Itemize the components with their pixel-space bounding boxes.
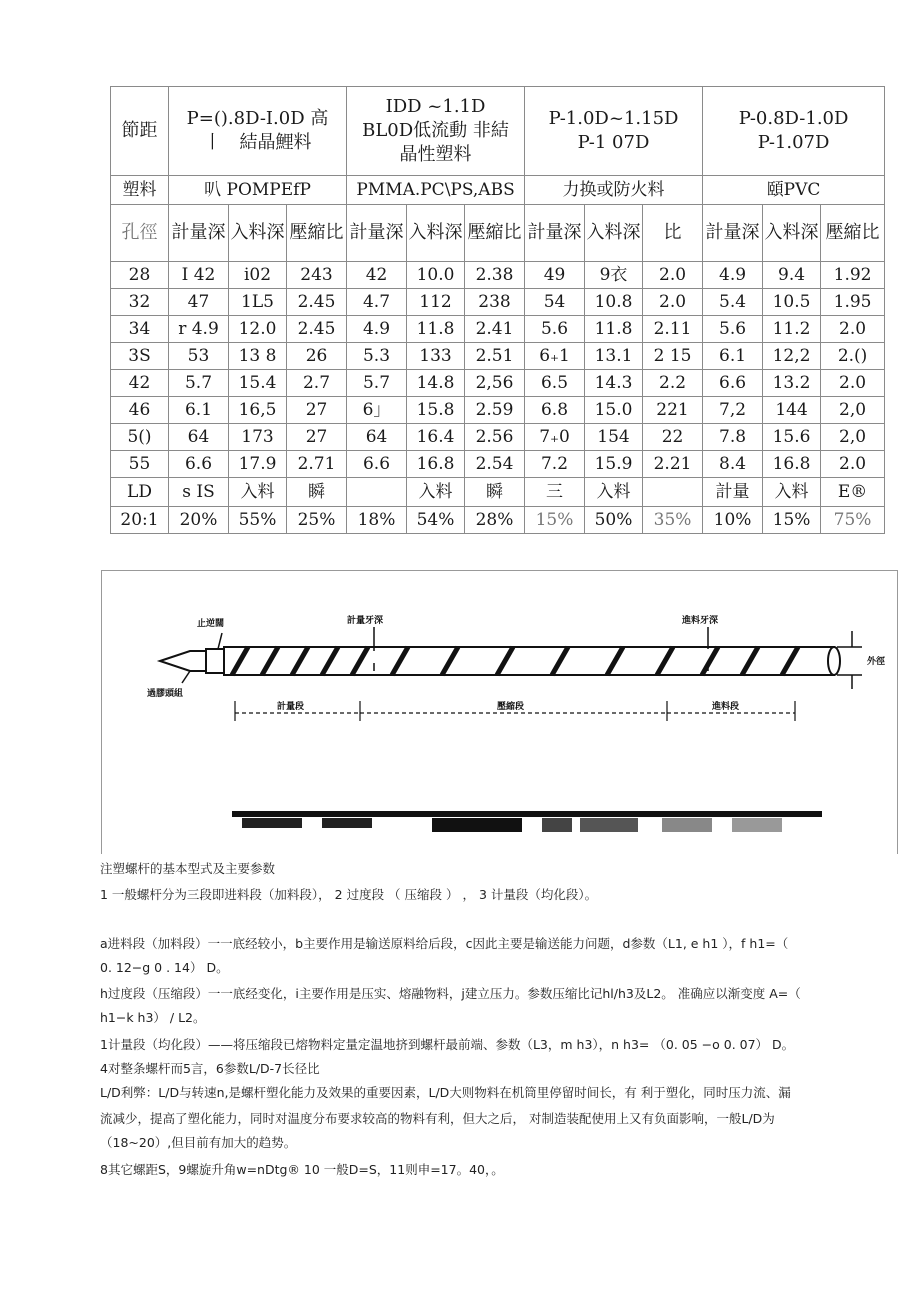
numeric-rows — [111, 262, 885, 478]
table-row — [111, 316, 885, 343]
table-cell: 49 — [525, 262, 585, 289]
percent-cell: 10% — [703, 507, 763, 534]
table-cell: 2 15 — [643, 343, 703, 370]
pitch-col1 — [169, 87, 347, 176]
text-line-9: 流减少，提高了塑化能力，同时对温度分布要求较高的物料有利，但大之后， 对制造装配使用上又有负面影响，一般L/D为 — [100, 1111, 775, 1126]
percent-cell: 20:1 — [111, 507, 169, 534]
table-cell: 15.4 — [229, 370, 287, 397]
pitch-col2 — [347, 87, 525, 176]
table-cell: 22 — [643, 424, 703, 451]
table-cell: 53 — [169, 343, 229, 370]
table-cell: 9衣 — [585, 262, 643, 289]
table-cell: 5.7 — [347, 370, 407, 397]
table-cell: 6.1 — [703, 343, 763, 370]
section-title: 注塑螺杆的基本型式及主要参数 — [100, 861, 276, 876]
table-cell: 27 — [287, 397, 347, 424]
pitch-col2-line3: 晶性塑料 — [399, 144, 472, 165]
pitch-col1-line2: 丨 結晶鯉料 — [203, 132, 312, 153]
table-cell: 2.56 — [465, 424, 525, 451]
text-line-4: h过度段（压缩段）一一底经变化，i主要作用是压实、熔融物料，j建立压力。参数压缩比记hl/h3及L2。 准确应以渐变度 A=（ — [100, 986, 801, 1001]
table-cell: 5.6 — [703, 316, 763, 343]
pitch-col2-line1: IDD ~1.1D — [385, 96, 486, 117]
table-cell: 4.7 — [347, 289, 407, 316]
table-cell: 6.5 — [525, 370, 585, 397]
table-cell: 7₊0 — [525, 424, 585, 451]
table-cell: 47 — [169, 289, 229, 316]
percent-cell: 75% — [821, 507, 885, 534]
check-ring-label: 止逆闊 — [197, 619, 225, 629]
plastic-col4: 頤PVC — [703, 176, 885, 205]
table-cell: 16.4 — [407, 424, 465, 451]
ld-cell: 計量 — [703, 478, 763, 507]
bore-cell: 5() — [111, 424, 169, 451]
compress-segment-label: 壓縮段 — [497, 702, 525, 712]
text-line-11: 8其它螺距S，9螺旋升角w=nDtg® 10 一般D=S，11则申=17。40，。 — [100, 1162, 504, 1177]
table-cell: 2.2 — [643, 370, 703, 397]
table-cell: 14.3 — [585, 370, 643, 397]
meter-depth-label: 計量牙深 — [347, 616, 384, 626]
meter-segment-label: 計量段 — [277, 702, 305, 712]
table-row — [111, 262, 885, 289]
table-cell: 15.0 — [585, 397, 643, 424]
sub-c2: 入料深 — [229, 205, 287, 262]
pitch-col4 — [703, 87, 885, 176]
table-cell: 13.1 — [585, 343, 643, 370]
table-cell: 4.9 — [703, 262, 763, 289]
outer-dia-label: 外徑 — [867, 657, 886, 667]
percent-cell: 28% — [465, 507, 525, 534]
sub-c9: 比 — [643, 205, 703, 262]
sub-c4: 計量深 — [347, 205, 407, 262]
feed-segment-label: 進料段 — [712, 702, 740, 712]
sub-c8: 入料深 — [585, 205, 643, 262]
ld-cell: 三 — [525, 478, 585, 507]
ld-cell: 入料 — [229, 478, 287, 507]
check-ring — [206, 649, 224, 673]
ld-cell: 入料 — [407, 478, 465, 507]
screw-parameter-table — [110, 86, 885, 534]
text-line-1: 1 一般螺杆分为三段即进料段（加料段）， 2 过度段 （ 压缩段 ） ， 3 计量段（均化段）。 — [100, 887, 598, 902]
pitch-col3-line2: P-1 07D — [577, 132, 650, 153]
table-row — [111, 397, 885, 424]
table-cell: 2.38 — [465, 262, 525, 289]
screw-drawing — [102, 571, 897, 854]
table-cell: i02 — [229, 262, 287, 289]
table-cell: 2.21 — [643, 451, 703, 478]
table-cell: 64 — [169, 424, 229, 451]
pitch-label: 節距 — [111, 87, 169, 176]
table-cell: 4.9 — [347, 316, 407, 343]
table-cell: 2.0 — [821, 370, 885, 397]
text-line-3: 0. 12−g 0 . 14） D。 — [100, 960, 229, 975]
sub-c10: 計量深 — [703, 205, 763, 262]
bore-cell: 55 — [111, 451, 169, 478]
pitch-col2-line2: BL0D低流動 非結 — [362, 120, 509, 141]
table-cell: 16.8 — [407, 451, 465, 478]
percent-cell: 25% — [287, 507, 347, 534]
pitch-header-row — [111, 87, 885, 176]
table-cell: 12.0 — [229, 316, 287, 343]
table-cell: 6.6 — [703, 370, 763, 397]
table-cell: 2.11 — [643, 316, 703, 343]
table-cell: 2.59 — [465, 397, 525, 424]
table-cell: 27 — [287, 424, 347, 451]
ld-cell — [643, 478, 703, 507]
text-line-2: a进料段（加料段）一一底经较小，b主要作用是输送原料给后段，c因此主要是输送能力问题，d参数（L1, e h1 ），f h1=（ — [100, 936, 789, 951]
screw-end — [828, 647, 840, 675]
table-cell: 5.4 — [703, 289, 763, 316]
pitch-col1-line1: P=().8D-I.0D 高 — [186, 108, 329, 129]
table-cell: 2,0 — [821, 424, 885, 451]
table-cell: 17.9 — [229, 451, 287, 478]
bore-label: 孔徑 — [111, 205, 169, 262]
table-cell: 11.8 — [585, 316, 643, 343]
table-cell: 5.3 — [347, 343, 407, 370]
table-cell: r 4.9 — [169, 316, 229, 343]
table-cell: 6.6 — [169, 451, 229, 478]
table-cell: 15.8 — [407, 397, 465, 424]
table-cell: 154 — [585, 424, 643, 451]
plastic-label: 塑料 — [111, 176, 169, 205]
percent-row — [111, 507, 885, 534]
plastic-col3: 力换或防火料 — [525, 176, 703, 205]
sub-c5: 入料深 — [407, 205, 465, 262]
table-cell: 7.2 — [525, 451, 585, 478]
bore-cell: 32 — [111, 289, 169, 316]
table-cell: 12,2 — [763, 343, 821, 370]
percent-cell: 55% — [229, 507, 287, 534]
table-row — [111, 451, 885, 478]
table-cell: 26 — [287, 343, 347, 370]
plastic-row — [111, 176, 885, 205]
table-cell: 10.8 — [585, 289, 643, 316]
table-cell: 1L5 — [229, 289, 287, 316]
subheader-row — [111, 205, 885, 262]
table-cell: 2.0 — [643, 262, 703, 289]
table-cell: 1.92 — [821, 262, 885, 289]
sub-c7: 計量深 — [525, 205, 585, 262]
ld-cell: 瞬 — [465, 478, 525, 507]
pitch-col3 — [525, 87, 703, 176]
ld-cell — [347, 478, 407, 507]
table-cell: 15.6 — [763, 424, 821, 451]
table-cell: 6」 — [347, 397, 407, 424]
ld-cell: s IS — [169, 478, 229, 507]
table-cell: 173 — [229, 424, 287, 451]
table-cell: 6.6 — [347, 451, 407, 478]
bore-cell: 46 — [111, 397, 169, 424]
bore-cell: 42 — [111, 370, 169, 397]
nozzle-label: 過膠頭組 — [147, 689, 184, 699]
table-cell: 7.8 — [703, 424, 763, 451]
table-cell: 2.0 — [643, 289, 703, 316]
bore-cell: 28 — [111, 262, 169, 289]
screw-diagram — [101, 570, 898, 854]
table-cell: 2.0 — [821, 451, 885, 478]
table-cell: 6₊1 — [525, 343, 585, 370]
ld-cell: 入料 — [763, 478, 821, 507]
nozzle-tip — [160, 651, 212, 671]
percent-cell: 35% — [643, 507, 703, 534]
table-cell: 2,56 — [465, 370, 525, 397]
pitch-col3-line1: P-1.0D~1.15D — [548, 108, 679, 129]
table-cell: 144 — [763, 397, 821, 424]
sub-c1: 計量深 — [169, 205, 229, 262]
table-row — [111, 289, 885, 316]
table-cell: 1.95 — [821, 289, 885, 316]
table-cell: 15.9 — [585, 451, 643, 478]
table-cell: 5.6 — [525, 316, 585, 343]
plastic-col2: PMMA.PC\PS,ABS — [347, 176, 525, 205]
table-cell: 133 — [407, 343, 465, 370]
table-cell: 8.4 — [703, 451, 763, 478]
table-cell: 13.2 — [763, 370, 821, 397]
table-cell: 16.8 — [763, 451, 821, 478]
table-cell: 2.() — [821, 343, 885, 370]
ld-cell: 入料 — [585, 478, 643, 507]
table-cell: 14.8 — [407, 370, 465, 397]
pitch-col4-line1: P-0.8D-1.0D — [738, 108, 849, 129]
sub-c11: 入料深 — [763, 205, 821, 262]
text-line-7: 4对整条螺杆而5言，6参数L/D-7长径比 — [100, 1061, 320, 1076]
table-cell: 2.0 — [821, 316, 885, 343]
table-cell: I 42 — [169, 262, 229, 289]
table-cell: 112 — [407, 289, 465, 316]
table-cell: 6.1 — [169, 397, 229, 424]
table-cell: 10.0 — [407, 262, 465, 289]
table-cell: 6.8 — [525, 397, 585, 424]
table-cell: 42 — [347, 262, 407, 289]
bore-cell: 3S — [111, 343, 169, 370]
sub-c3: 壓縮比 — [287, 205, 347, 262]
table-cell: 2.71 — [287, 451, 347, 478]
table-cell: 2.7 — [287, 370, 347, 397]
percent-cell: 18% — [347, 507, 407, 534]
ld-row — [111, 478, 885, 507]
percent-cell: 54% — [407, 507, 465, 534]
text-line-6: 1计量段（均化段）——将压缩段已熔物料定量定温地挤到螺杆最前端、参数（L3，m h3），n h3= （0. 05 −o 0. 07） D。 — [100, 1037, 795, 1052]
table-cell: 238 — [465, 289, 525, 316]
plastic-col1: 叭 POMPEfP — [169, 176, 347, 205]
ld-cell: LD — [111, 478, 169, 507]
table-cell: 54 — [525, 289, 585, 316]
percent-cell: 15% — [763, 507, 821, 534]
cross-section-bar — [232, 811, 822, 832]
percent-cell: 20% — [169, 507, 229, 534]
text-line-10: （18~20）,但目前有加大的趋势。 — [100, 1135, 297, 1150]
table-cell: 11.2 — [763, 316, 821, 343]
table-cell: 2.41 — [465, 316, 525, 343]
sub-c12: 壓縮比 — [821, 205, 885, 262]
table-cell: 2.45 — [287, 316, 347, 343]
table-cell: 2.45 — [287, 289, 347, 316]
percent-cell: 50% — [585, 507, 643, 534]
table-cell: 243 — [287, 262, 347, 289]
bore-cell: 34 — [111, 316, 169, 343]
pitch-col4-line2: P-1.07D — [757, 132, 830, 153]
sub-c6: 壓縮比 — [465, 205, 525, 262]
table-cell: 7,2 — [703, 397, 763, 424]
table-cell: 221 — [643, 397, 703, 424]
table-cell: 16,5 — [229, 397, 287, 424]
text-line-8: L/D利弊：L/D与转速n,是螺杆塑化能力及效果的重要因素，L/D大则物料在机筒里停留时间长，有 利于塑化，同时压力流、漏 — [100, 1085, 791, 1100]
table-cell: 2.51 — [465, 343, 525, 370]
table-cell: 10.5 — [763, 289, 821, 316]
ld-cell: 瞬 — [287, 478, 347, 507]
table-cell: 2.54 — [465, 451, 525, 478]
table-cell: 64 — [347, 424, 407, 451]
ld-cell: E® — [821, 478, 885, 507]
table-cell: 2,0 — [821, 397, 885, 424]
table-cell: 9.4 — [763, 262, 821, 289]
table-row — [111, 343, 885, 370]
table-cell: 13 8 — [229, 343, 287, 370]
feed-depth-label: 進料牙深 — [682, 616, 719, 626]
table-cell: 11.8 — [407, 316, 465, 343]
table-cell: 5.7 — [169, 370, 229, 397]
table-row — [111, 370, 885, 397]
table-row — [111, 424, 885, 451]
percent-cell: 15% — [525, 507, 585, 534]
text-line-5: h1−k h3） / L2。 — [100, 1010, 206, 1025]
